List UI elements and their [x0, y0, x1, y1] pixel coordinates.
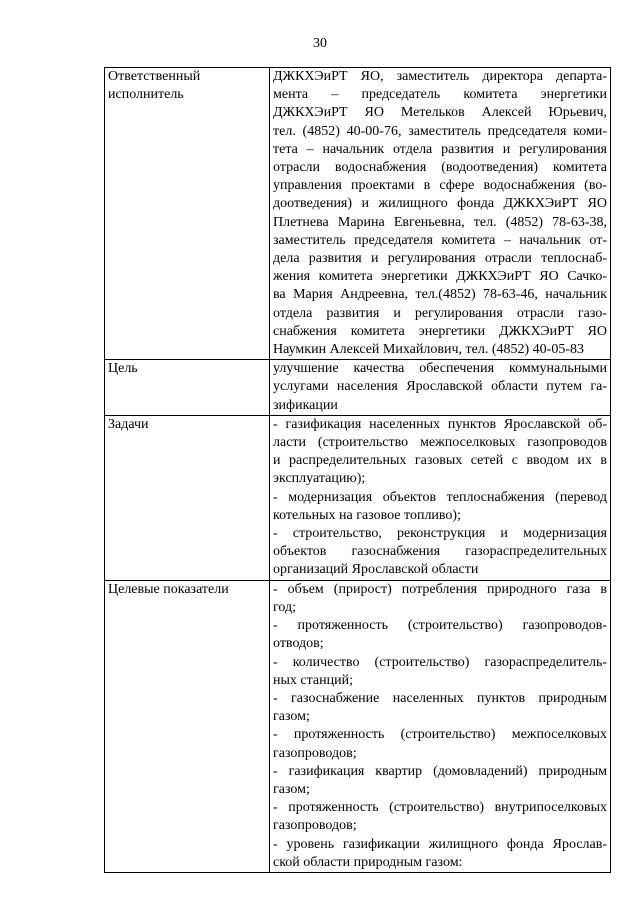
content-line: ской области природным газом: — [273, 854, 463, 870]
content-line: - модернизация объектов теплоснабжения (перевод — [273, 489, 607, 505]
label-line: Ответственный — [108, 69, 201, 84]
row-content — [270, 415, 611, 580]
page-number: 30 — [313, 36, 327, 51]
content-line: организаций Ярославской области — [273, 562, 479, 578]
content-line: ласти (строительство межпоселковых газопроводов — [273, 435, 607, 451]
row-goal — [105, 360, 611, 416]
content-line: - уровень газификации жилищного фонда Ярослав- — [273, 836, 607, 852]
content-line: - строительство, реконструкция и модернизация — [273, 526, 607, 542]
content-line: - объем (прирост) потребления природного газа в — [273, 581, 607, 597]
content-line: эксплуатацию); — [273, 471, 366, 487]
row-tasks — [105, 415, 611, 580]
content-line: улучшение качества обеспечения коммунальными — [273, 361, 607, 377]
content-line: - протяженность (строительство) внутрипоселковых — [273, 800, 607, 816]
content-line: ных станций; — [273, 672, 353, 688]
label-line: исполнитель — [108, 87, 184, 103]
row-target-indicators — [105, 580, 611, 872]
content-line: объектов газоснабжения газораспределительных — [273, 544, 607, 560]
passport-table — [104, 67, 611, 873]
content-line: Плетнева Марина Евгеньевна, тел. (4852) 78-63-38, — [273, 214, 607, 230]
content-line: доотведения) и жилищного фонда ДЖКХЭиРТ ЯО — [273, 196, 607, 212]
content-line: газопроводов; — [273, 745, 357, 761]
content-line: снабжения комитета энергетики ДЖКХЭиРТ ЯО — [273, 323, 607, 339]
content-line: зификации — [273, 397, 338, 413]
row-label — [105, 68, 270, 360]
content-line: - газификация населенных пунктов Ярославской об- — [273, 416, 607, 432]
content-line: услугами населения Ярославской области путем га- — [273, 379, 607, 395]
row-label — [105, 580, 270, 872]
content-line: тел. (4852) 40-00-76, заместитель председателя коми- — [273, 123, 607, 139]
content-line: - количество (строительство) газораспределитель- — [273, 654, 607, 670]
content-line: жения комитета энергетики ДЖКХЭиРТ ЯО Сачко- — [273, 269, 607, 285]
content-line: - газификация квартир (домовладений) природным — [273, 763, 607, 779]
content-line: заместитель председателя комитета – начальник от- — [273, 232, 607, 248]
content-line: дела развития и регулирования отрасли теплоснаб- — [273, 251, 607, 267]
content-line: Наумкин Алексей Михайлович, тел. (4852) 40-05-83 — [273, 342, 584, 358]
row-label — [105, 415, 270, 580]
row-label — [105, 360, 270, 416]
content-line: и распределительных газовых сетей с вводом их в — [273, 453, 607, 469]
content-line: ДЖКХЭиРТ ЯО, заместитель директора департа- — [273, 69, 607, 84]
content-line: - газоснабжение населенных пунктов природным — [273, 690, 607, 706]
content-line: котельных на газовое топливо); — [273, 507, 461, 523]
content-line: газом; — [273, 781, 310, 797]
content-line: - протяженность (строительство) межпоселковых — [273, 727, 607, 743]
content-line: управления проектами в сфере водоснабжения (во- — [273, 178, 607, 194]
row-content — [270, 68, 611, 360]
row-content — [270, 580, 611, 872]
label-line: Цель — [108, 361, 138, 377]
content-line: газом; — [273, 709, 310, 725]
row-responsible-executor — [105, 68, 611, 360]
content-line: тета – начальник отдела развития и регулирования — [273, 141, 607, 157]
content-line: - протяженность (строительство) газопроводов- — [273, 618, 607, 634]
content-line: отдела развития и регулирования отрасли газо- — [273, 305, 607, 321]
content-line: отрасли водоснабжения (водоотведения) комитета — [273, 160, 607, 176]
content-line: ва Мария Андреевна, тел.(4852) 78-63-46, начальник — [273, 287, 607, 303]
row-content — [270, 360, 611, 416]
content-line: газопроводов; — [273, 818, 357, 834]
content-line: мента – председатель комитета энергетики — [273, 87, 607, 103]
label-line: Целевые показатели — [108, 581, 229, 597]
content-line: год; — [273, 599, 297, 615]
content-line: ДЖКХЭиРТ ЯО Метельков Алексей Юрьевич, — [273, 105, 607, 121]
content-line: отводов; — [273, 636, 324, 652]
label-line: Задачи — [108, 416, 149, 432]
